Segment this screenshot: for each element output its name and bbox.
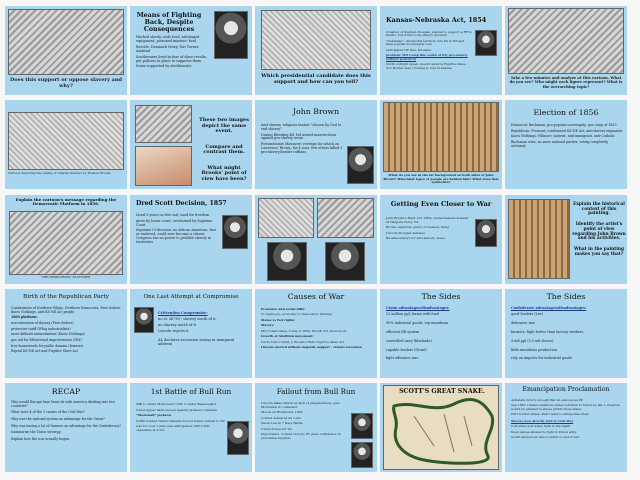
political-cartoon-image [508,8,624,74]
slide-title: Getting Even Closer to War [390,200,492,208]
slide-bull-run[interactable] [130,383,252,472]
slide-caption: What do you see in the far background on both sides of John Brown? Who/what types of people are behind him? What does that symbolize? [383,173,499,185]
slide-body: Why would Europe have been ok with America dividing into two countries? What were 4 of the 5 causes of the Civil War? Why was the railroad system an advantage for the Union? Why was having a lot of farmers an advantage for the Confederacy? Summarize the Union strategy. Explain how the war actually began. [11,400,122,442]
slide-body: Worked slowly, stole food, sabotaged equipment, poisoned masters' food Revolts: Denmark Vesey, Nat Turner, Amistad Southerners lived in fear of slave revolts, put policies in place to suppress them Some supported by abolitionists [136,35,208,69]
slide-image-collage[interactable] [255,195,377,284]
slide-means-of-fighting-back[interactable] [130,6,252,95]
stephen-douglas-portrait [325,242,365,281]
slide-the-sides-confederacy[interactable] [505,289,627,378]
slide-title: The Sides [546,292,586,301]
stonewall-jackson-portrait [227,421,249,455]
slide-title: Kansas-Nebraska Act, 1854 [386,16,487,24]
slide-democratic-platform[interactable] [5,195,127,284]
john-brown-portrait [347,146,374,184]
slide-body: Crittenden Compromise: no sl. 36°30', slavery south of it, no slavery north of it Lincoln rejects it AL declares secession wrong in inaugural address [158,311,235,346]
slide-title: The Sides [421,292,461,301]
slide-title: Dred Scott Decision, 1857 [136,200,227,207]
tragic-prelude-mural-image [383,102,499,172]
abraham-lincoln-portrait [267,242,307,281]
slide-body: Combination of Northern Whigs, Northern Democrats, Free Soilers, Know Nothings, anti-KS-NE Act people 1860 platform: non-extension of slavery (Free Soilers) protective tariff (Whig industrialists) more difficult naturalization (Know Nothings) gov aid for RR/internal improvements (NW) free homesteads for public domain (farmers) Repeal KS-NE Act and Fugitive Slave Act [11,306,122,354]
slide-cartoon-analysis[interactable] [505,6,627,95]
slide-body: John Brown's Raid: Oct 1859, raided federal arsenal at Harpers Ferry, VA Brown captured, guilty of treason, hung Lincoln-Douglas debates Became martyr for anti-slavery cause [386,216,469,241]
slide-bull-run-fallout[interactable] [255,383,377,472]
slide-compare-images[interactable] [130,100,252,189]
slide-title: Fallout from Bull Run [276,387,356,396]
scotts-great-snake-map [383,385,499,470]
slide-title: John Brown [292,107,340,116]
cartoon-caption: THE DEMOCRATIC PLATFORM [41,275,91,279]
dred-scott-portrait [222,215,248,249]
slide-body: 28K U under McDowell v 33K C under Beauregard Union upper hand except against Jackson's brigade "Stonewall" Jackson 9,000 Confed reinforcements forced Union retreat to DC war for over 1 mile was anticipated; 280 2,000 casualties in 2 hrs [136,402,226,432]
slide-john-brown[interactable] [255,100,377,189]
slide-title: One Last Attempt at Compromise [143,294,239,300]
slide-body: Democrat: Buchanan; pro-popular sovereignty, gov comp of 1850 Republican: Fremont; condemned KS-NE Act, anti-slavery expansion Know Nothings: Fillmore; nativist, anti-immigrant, anti-Catholic Buchanan wins, no more national parties, voting completely sectional [511,123,623,148]
raid-scene-image [317,198,374,238]
slide-caption: Does this support or oppose slavery and why? [9,77,123,89]
slide-body: Anti-slavery, religious fanatic "chosen by God to end slavery" During Bleeding KS, led armed insurrections against pro-slavery areas Pottawatomie Massacre: revenge for attack on Lawrence; Brown, his 4 sons, few others killed 5 pro-slavery/border ruffians [261,123,343,154]
slide-title: Causes of War [287,292,345,301]
slide-cartoon-slavery-question[interactable] [5,6,127,95]
slide-caption: Take a few minutes and analyze at this cartoon. What do you see? Who might each figure represent? What is the overarching topic? [509,76,623,89]
slide-title: RECAP [51,387,81,396]
slide-election-1856[interactable] [505,100,627,189]
slide-body: Lived 5 years on free soil; sued for freedom given by lower court; overturned by Supreme Court Supreme Ct decision: no African American, free or enslaved, could ever become a citizen; Congress has no power to prohibit slavery in territories [136,213,217,244]
slide-causes-of-war[interactable] [255,289,377,378]
robert-e-lee-portrait [351,442,373,468]
sumner-caning-image [8,112,124,170]
slide-recap[interactable] [5,383,127,472]
caning-image-two [135,146,192,186]
snake-drawing [384,386,499,470]
democratic-platform-cartoon [9,211,123,275]
campaign-cartoon-image [261,10,371,70]
slide-prompt: These two images depict the same event. Compare and contrast them. What might Brooks' point of view have been? [199,117,249,182]
slide-last-compromise[interactable] [130,289,252,378]
slide-the-sides-union[interactable] [380,289,502,378]
slide-title: Means of Fighting Back, Despite Consequences [136,12,202,33]
slide-body: Creation of Stephen Douglas: wanted to support a RR to Pacific, but it had to be slavery decision "Nebraska" - divide this territory into KS & NE and have popular sovereignty vote anticipated NE free, KS slave problem: MO Comp line south of KS; pro-slavery settlers poured in North outright upset, doesn't enforce Fugitive Slave Act; Border men crossing to vote in Kansas [386,30,472,70]
slide-painting-analysis[interactable] [505,195,627,284]
slide-dred-scott[interactable] [130,195,252,284]
slide-title: Explain the cartoon's message regarding the Democratic Platform in 1856. [15,197,117,207]
crittenden-portrait [134,307,154,333]
slide-anaconda-plan-map[interactable] [380,383,502,472]
slide-prompt: Explain the historical context of this painting. Identify the artist's point of view regarding John Brown and his activities. What in the painting makes you say that? [572,202,626,257]
caning-image-one [135,105,192,143]
slide-title: Birth of the Republican Party [22,294,109,300]
john-brown-small-portrait [475,219,497,247]
slide-title: Emancipation Proclamation [522,386,610,393]
mcclellan-portrait [351,413,373,439]
slide-body: Antietam victory enough that AL announces EP Sep 1862: Unless rebellious states returned to Union by Jan 1, freedom would be granted to slaves within those states NOT border states, didn't want to antagonize them Slavery now directly tied to Civil War both sides now knew fight to the death freed slaves allowed to fight in Union army South allowed AL less to enlist or end of war [511,398,620,440]
slide-caption: Which presidential candidate does this support and how can you tell? [261,73,371,85]
map-title: SCOTT'S GREAT SNAKE. [399,388,485,395]
slide-body: Economic and social diffs: N: rapid pop, economy; S: slave labor, farming States vs Fed rights: Slavery: MO Compromise, Comp of 1850, KS-NE Act, Dred Scott Growth of Abolition movement: Uncle Tom's Cabin, J. Brown's Raid, Fugitive Slave Act Lincoln elected without majority support - violent secession [261,307,362,350]
slave-portrait-image [214,11,248,59]
john-brown-painting-image [508,199,570,279]
proslavery-cartoon-image [8,9,124,75]
slide-body: Union advantages/disadvantages: 22 million ppl; farms with food 90% industrial goods, top munitions efficient RR system controlled navy (blockade) capable leaders (Grant) fight offensive war [386,306,450,361]
slide-caption: Cartoon depicting the caning of Charles Sumner by Preston Brooks [8,171,111,175]
slide-emancipation-proclamation[interactable] [505,383,627,472]
slide-republican-party[interactable] [5,289,127,378]
slide-closer-to-war[interactable] [380,195,502,284]
slide-sumner-caning-image[interactable] [5,100,127,189]
harpers-ferry-image [258,198,314,238]
slide-title: Election of 1856 [533,108,599,117]
slide-title: 1st Battle of Bull Run [150,387,232,396]
slide-presidential-candidate-cartoon[interactable] [255,6,377,95]
slide-john-brown-mural[interactable] [380,100,502,189]
slide-body: Confederate advantages/disadvantages: good leaders (Lee) defensive war farmers: fight better than factory workers 9 mil ppl (3.5 mil slaves) little munitions production rely on imports for industrial goods [511,306,587,361]
slide-kansas-nebraska-act[interactable] [380,6,502,95]
stephen-douglas-portrait [475,30,497,56]
slide-body: Lincoln takes attack by lack of preparedness, gets McClellan in command Moves on Richmond, 1862 Confed defeat at all costs Saves Lee in 7 Days Battle Union drives for VA Importance: Confed victory; Rt grew confidence in prevailing supplies [261,401,341,440]
